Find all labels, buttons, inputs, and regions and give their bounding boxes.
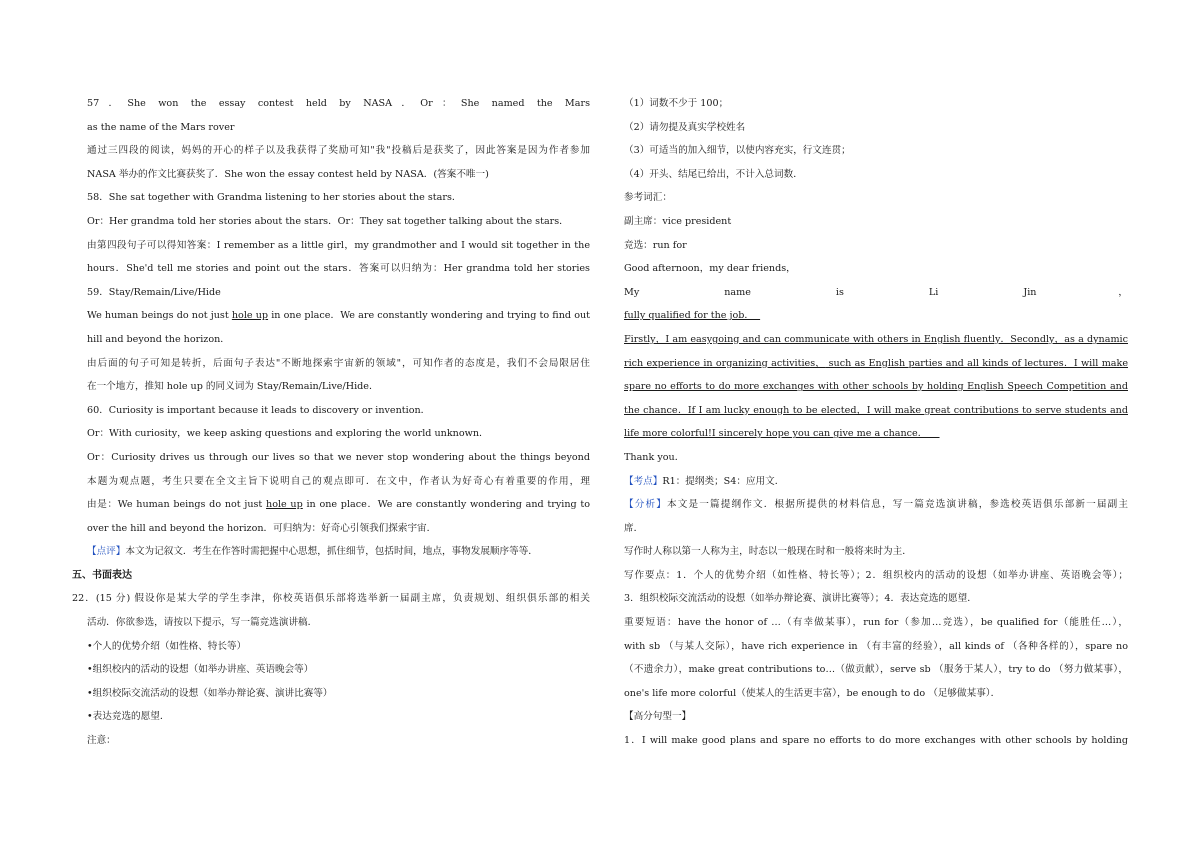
q60-line-4: 本题为观点题，考生只要在全文主旨下说明自己的观点即可．在文中，作者认为好奇心有着重要的作用，理 <box>87 475 590 487</box>
speech-line-4-b: such as English parties and all kinds of lectures．I will make <box>828 357 1128 369</box>
q22-note: 注意： <box>87 735 116 747</box>
q60-line-3: Or：Curiosity drives us through our lives so that we never stop wondering about the things beyond <box>87 451 590 463</box>
fenxi-line-1 <box>624 493 1128 517</box>
right-column <box>624 92 1128 753</box>
q22-line-1: 22．(15 分) 假设你是某大学的学生李津，你校英语俱乐部将选举新一届副主席，负责规划、组织俱乐部的相关 <box>72 593 590 605</box>
speech-line-4-a: rich experience in organizing activities， <box>624 357 826 369</box>
q59-line-2-b: in one place．We are constantly wondering and trying to find out <box>271 310 590 322</box>
q60-line-5-a: 由是：We human beings do not just <box>87 499 267 511</box>
q59-line-3: hill and beyond the horizon． <box>87 333 230 345</box>
q59-line-5: 在一个地方，推知 hole up 的同义词为 Stay/Remain/Live/Hide． <box>87 381 379 393</box>
comment-tag: 【点评】 <box>87 546 126 558</box>
fenxi-line-2: 席． <box>624 522 644 534</box>
high-score-title: 【高分句型一】 <box>624 711 692 723</box>
kaodian-text: R1：提纲类；S4：应用文． <box>662 475 785 487</box>
speech-line-4 <box>624 352 1128 376</box>
q60-line-5-b: in one place．We are constantly wondering and trying to <box>306 499 590 511</box>
q57-line-2: as the name of the Mars rover <box>87 121 235 133</box>
speech-line-3: Firstly，I am easygoing and can communicate with others in English fluently．Secondly，as a dynamic <box>624 333 1128 345</box>
q59-line-2-a: We human beings do not just <box>87 310 232 322</box>
q57-line-3: 通过三四段的阅读，妈妈的开心的样子以及我获得了奖励可知"我"投稿后是获奖了，因此答案是因为作者参加 <box>87 145 590 157</box>
speech-line-7 <box>624 422 1128 446</box>
hole-up-underlined: hole up <box>231 310 269 322</box>
q58-line-1: 58．She sat together with Grandma listening to her stories about the stars． <box>87 192 462 204</box>
q60-line-1: 60．Curiosity is important because it leads to discovery or invention． <box>87 404 431 416</box>
hole-up-underlined-2: hole up <box>266 499 303 511</box>
q22-bullet-3: •组织校际交流活动的设想（如举办辩论赛、演讲比赛等） <box>87 687 333 699</box>
note-1: （1）词数不少于 100； <box>624 98 729 109</box>
phrases-line-3: （不遗余力），make great contributions to…（做贡献），serve sb （服务于某人），try to do （努力做某事）， <box>624 664 1128 676</box>
q22-bullet-4: •表达竞选的愿望． <box>87 711 170 723</box>
note-4: （4）开头、结尾已给出，不计入总词数． <box>624 168 803 180</box>
q58-line-4: hours．She'd tell me stories and point out the stars．答案可以归纳为：Her grandma told her stories <box>87 263 590 275</box>
kaodian-line <box>624 470 1128 494</box>
speech-line-2 <box>624 304 1128 328</box>
note-3: （3）可适当的加入细节，以使内容充实，行文连贯； <box>624 145 851 157</box>
phrases-line-1: 重要短语：have the honor of …（有幸做某事），run for（参加…竞选），be qualified for（能胜任…）， <box>624 617 1128 629</box>
q59-line-4: 由后面的句子可知是转折，后面句子表达"不断地探索宇宙新的领域"，可知作者的态度是，我们不会局限居住 <box>87 357 590 369</box>
q22-bullet-1: •个人的优势介绍（如性格、特长等） <box>87 640 247 652</box>
left-column <box>72 92 590 753</box>
q59-line-1: 59．Stay/Remain/Live/Hide <box>87 286 221 298</box>
speech-line-1 <box>624 281 1128 305</box>
q22-line-2: 活动．你欲参选，请按以下提示，写一篇竞选演讲稿． <box>87 617 318 629</box>
q58-line-3: 由第四段句子可以得知答案：I remember as a little girl，my grandmother and I would sit together in the <box>87 239 590 251</box>
section-heading: 五、书面表达 <box>72 569 132 581</box>
note-2: （2）请勿提及真实学校姓名 <box>624 121 746 133</box>
speech-line-1-a: My name is Li Jin， <box>624 286 1128 298</box>
speech-line-5: spare no efforts to do more exchanges with other schools by holding English Speech Competition and <box>624 381 1128 393</box>
points-line-2: 3．组织校际交流活动的设想（如举办辩论赛、演讲比赛等）；4．表达竞选的愿望． <box>624 593 977 605</box>
kaodian-tag: 【考点】 <box>624 475 663 487</box>
q60-line-5 <box>87 493 590 517</box>
q60-line-6: over the hill and beyond the horizon．可归纳为：好奇心引领我们探索宇宙． <box>87 522 437 534</box>
q57-line-4: NASA 举办的作文比赛获奖了．She won the essay contest held by NASA．(答案不唯一) <box>87 168 489 180</box>
q57-line-1: 57．She won the essay contest held by NASA．Or：She named the Mars <box>87 98 590 109</box>
vocab-2: 竞选：run for <box>624 239 687 251</box>
speech-thanks: Thank you． <box>624 451 685 463</box>
q22-bullet-2: •组织校内的活动的设想（如举办讲座、英语晚会等） <box>87 664 314 676</box>
fenxi-text-1: 本文是一篇提纲作文．根据所提供的材料信息，写一篇竞选演讲稿，参选校英语俱乐部新一届副主 <box>667 499 1128 511</box>
speech-line-2-u: fully qualified for the job． <box>624 310 761 322</box>
speech-line-7-u: life more colorful!I sincerely hope you can give me a chance． <box>624 428 940 440</box>
speech-greeting: Good afternoon，my dear friends， <box>624 263 796 275</box>
fenxi-tag: 【分析】 <box>624 499 667 511</box>
q59-line-2 <box>87 304 590 328</box>
phrases-line-4: one's life more colorful（使某人的生活更丰富），be enough to do （足够做某事）． <box>624 687 1001 699</box>
comment-line <box>87 540 590 564</box>
q58-line-2: Or：Her grandma told her stories about the stars．Or：They sat together talking about the stars． <box>87 215 569 227</box>
q60-line-2: Or：With curiosity，we keep asking questions and exploring the world unknown． <box>87 428 489 440</box>
high-score-1: 1．I will make good plans and spare no efforts to do more exchanges with other schools by holding <box>624 735 1128 747</box>
speech-line-6: the chance．If I am lucky enough to be elected，I will make great contributions to serve students and <box>624 404 1128 416</box>
points-line-1: 写作要点：1．个人的优势介绍（如性格、特长等）；2．组织校内的活动的设想（如举办讲座、英语晚会等）； <box>624 569 1128 581</box>
phrases-line-2: with sb （与某人交际），have rich experience in （有丰富的经验），all kinds of （各种各样的），spare no <box>624 640 1128 652</box>
vocab-1: 副主席：vice president <box>624 215 732 227</box>
vocab-label: 参考词汇： <box>624 192 672 204</box>
comment-text: 本文为记叙文．考生在作答时需把握中心思想，抓住细节，包括时间，地点，事物发展顺序等等． <box>125 546 538 558</box>
writing-tense: 写作时人称以第一人称为主，时态以一般现在时和一般将来时为主． <box>624 546 912 558</box>
